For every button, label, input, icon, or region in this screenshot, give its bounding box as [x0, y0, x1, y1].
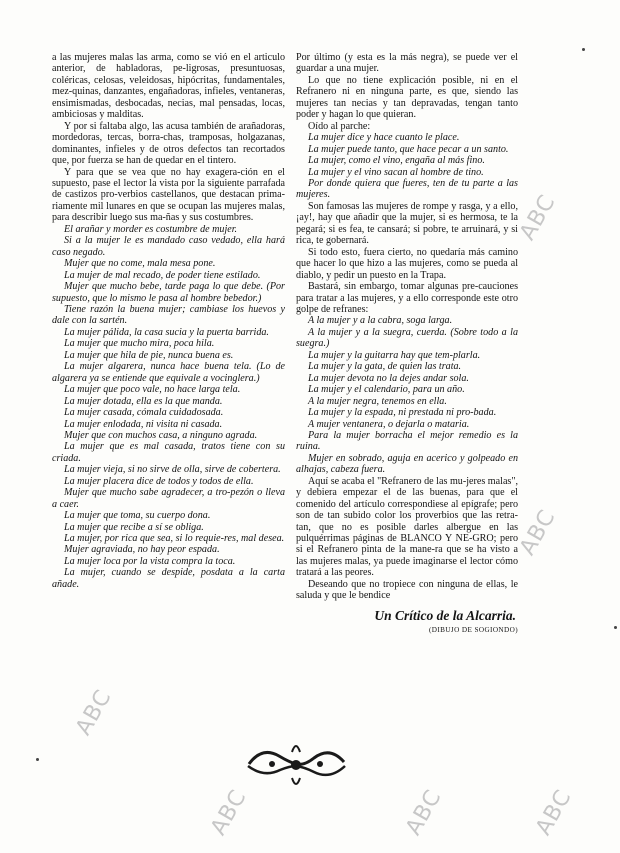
- paragraph: Aquí se acaba el "Refranero de las mu-jeres malas", y debiera empezar el de las buenas, para que el comenido del artículo correspondiese al epígrafe; pero son de tan subido color los proverbios que las retra-tan, que no es posible darles albergue en las pulquérrimas páginas de BLANCO Y NE-GRO; pero si el Refranero pinta de la mane-ra que se ha visto a las mujeres malas, ya puede imaginarse el lector cómo tratará a las peores.: [296, 475, 518, 579]
- proverb: La mujer, por rica que sea, si lo requie-res, mal desea.: [64, 533, 285, 545]
- proverb: La mujer que recibe a sí se obliga.: [64, 521, 204, 533]
- paragraph: a las mujeres malas las arma, como se vió en el articulo anterior, de habladoras, pe-ligrosas, presuntuosas, coléricas, celosas, veleidosas, hipócritas, fundamentales, mez-quinas, danzantes, engañadoras, infieles, ventaneras, ensimismadas, desbocadas, necias, mal pensadas, locas, ambiciosas y malditas.: [52, 52, 285, 121]
- proverb: La mujer que poco vale, no hace larga tela.: [64, 384, 241, 396]
- proverb: La mujer pálida, la casa sucia y la puerta barrida.: [64, 326, 269, 338]
- proverb: La mujer casada, cómala cuidadosada.: [64, 407, 224, 419]
- proverb: Tiene razón la buena mujer; cambiase los huevos y dale con la sartén.: [52, 303, 285, 327]
- paragraph: Deseando que no tropiece con ninguna de ellas, le saluda y que le bendice: [296, 578, 518, 602]
- print-speck: [614, 626, 617, 629]
- print-speck: [36, 758, 39, 761]
- proverb: La mujer de mal recado, de poder tiene estilado.: [64, 269, 261, 281]
- proverb: A la mujer y a la cabra, soga larga.: [308, 315, 453, 327]
- proverb: Si a la mujer le es mandado caso vedado, ella hará caso negado.: [52, 235, 285, 258]
- paragraph: Son famosas las mujeres de rompe y rasga, y a ello, ¡ay!, hay que añadir que la mujer, si es hermosa, te la pegará; si es fea, te cansará; si pobre, te arruinará, y si rica, te gobernará.: [296, 200, 518, 247]
- proverb: Mujer en sobrado, aguja en acerico y golpeado en alhajas, cabeza fuera.: [296, 452, 518, 476]
- proverb: A mujer ventanera, o dejarla o mataria.: [308, 418, 470, 430]
- proverb: La mujer devota no la dejes andar sola.: [308, 372, 469, 384]
- signature: Un Crítico de la Alcarria.: [374, 607, 516, 623]
- proverb: La mujer que mucho mira, poca hila.: [64, 338, 215, 350]
- watermark-abc: ABC: [515, 505, 561, 560]
- watermark-abc: ABC: [401, 785, 447, 840]
- proverb: La mujer, como el vino, engaña al más fino.: [308, 155, 485, 167]
- proverb: Mujer que mucho sabe agradecer, a tro-pezón o lleva a caer.: [52, 487, 285, 510]
- proverb: La mujer puede tanto, que hace pecar a un santo.: [308, 143, 509, 155]
- proverb: Mujer que con muchos casa, a ninguno agrada.: [64, 429, 258, 441]
- proverb: La mujer dice y hace cuanto le place.: [308, 132, 460, 144]
- watermark-abc: ABC: [531, 785, 577, 840]
- paragraph: Si todo esto, fuera cierto, no quedaría más camino que hacer lo que hizo a las mujeres, como se pueda al diablo, y pedir un puesto en la Trapa.: [296, 246, 518, 281]
- proverb: Mujer que mucho bebe, tarde paga lo que debe. (Por supuesto, que lo mismo le pasa al hombre bebedor.): [52, 281, 285, 304]
- proverb: La mujer placera dice de todos y todos de ella.: [64, 475, 254, 487]
- paragraph: Bastará, sin embargo, tomar algunas pre-cauciones para tratar a las mujeres, y a ello corresponde este otro golpe de refranes:: [296, 281, 518, 315]
- proverb: La mujer vieja, si no sirve de olla, sirve de cobertera.: [64, 464, 281, 476]
- proverb: La mujer que toma, su cuerpo dona.: [64, 510, 211, 522]
- proverb: Mujer que no come, mala mesa pone.: [64, 258, 216, 270]
- print-speck: [582, 48, 585, 51]
- proverb: La mujer y la guitarra hay que tem-plarla.: [308, 349, 481, 361]
- watermark-abc: ABC: [206, 785, 252, 840]
- proverb: La mujer y la espada, ni prestada ni pro-bada.: [308, 407, 497, 419]
- paragraph: Oído al parche:: [308, 120, 371, 132]
- proverb: La mujer y la gata, de quien las trata.: [308, 361, 462, 373]
- watermark-abc: ABC: [515, 190, 561, 245]
- proverb: Mujer agraviada, no hay peor espada.: [64, 544, 220, 556]
- proverb: La mujer que es mal casada, tratos tiene con su criada.: [52, 441, 285, 464]
- proverb: La mujer algarera, nunca hace buena tela. (Lo de algarera ya se entiende que equivale a vocinglera.): [52, 361, 285, 384]
- proverb: La mujer y el calendario, para un año.: [308, 384, 465, 396]
- paragraph: Por último (y esta es la más negra), se puede ver el guardar a una mujer.: [296, 52, 518, 75]
- paragraph: Lo que no tiene explicación posible, ni en el Refranero ni en ninguna parte, es que, siendo las mujeres tan necias y tan depravadas, tengan tanto poder y hagan lo que quieran.: [296, 74, 518, 121]
- right-column: [296, 52, 518, 637]
- proverb: La mujer dotada, ella es la que manda.: [64, 395, 223, 407]
- proverb: La mujer que hila de pie, nunca buena es.: [64, 349, 234, 361]
- proverb: Para la mujer borracha el mejor remedio es la ruina.: [296, 429, 518, 453]
- illustration-credit: (DIBUJO DE SOGIONDO): [428, 626, 518, 635]
- proverb: La mujer enlodada, ni visita ni casada.: [64, 418, 223, 430]
- proverb: A la mujer negra, tenemos en ella.: [308, 395, 447, 407]
- paragraph: Y para que se vea que no hay exagera-ción en el supuesto, pase el lector la vista por la siguiente parrafada de castizos pro-verbios castellanos, que destacan prima-riamente mil lunares en que se ocupan las mujeres malas, para describir luego sus ma-ñas y sus costumbres.: [52, 166, 285, 224]
- proverb: La mujer y el vino sacan al hombre de tino.: [308, 166, 484, 178]
- proverb: Por donde quiera que fueres, ten de tu parte a las mujeres.: [296, 177, 518, 201]
- paragraph: Y por si faltaba algo, las acusa también de arañadoras, mordedoras, tercas, borra-chas, tramposas, holgazanas, dominantes, infieles y de otros defectos tan recortados que, por fuerza se han de quedar en el tintero.: [52, 120, 285, 167]
- proverb: La mujer, cuando se despide, posdata a la carta añade.: [52, 567, 285, 590]
- proverb: El arañar y morder es costumbre de mujer.: [64, 223, 238, 235]
- decorative-ornament: [244, 734, 349, 794]
- right-column-text: [296, 52, 518, 602]
- proverb: A la mujer y a la suegra, cuerda. (Sobre todo a la suegra.): [296, 326, 518, 350]
- left-column: [52, 52, 285, 590]
- proverb: La mujer loca por la vista compra la toca.: [64, 555, 236, 567]
- watermark-abc: ABC: [71, 685, 117, 740]
